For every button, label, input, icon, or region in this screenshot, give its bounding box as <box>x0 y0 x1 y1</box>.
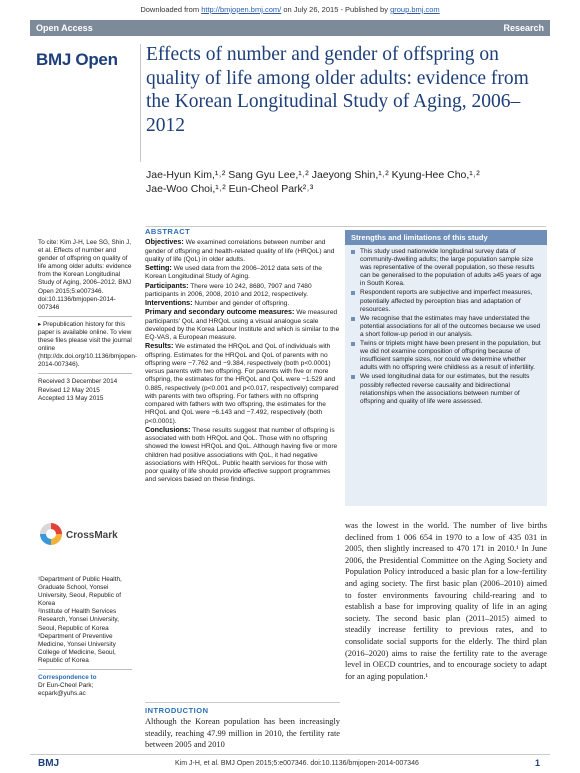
crossmark-button[interactable] <box>38 520 134 548</box>
correspondence-text: Dr Eun-Cheol Park; ecpark@yuhs.ac <box>38 682 94 698</box>
list-item: Respondent reports are subjective and imperfect measures, potentially affected by perception bias and adaptation of resources. <box>351 289 543 313</box>
received-date: Received 3 December 2014 <box>38 378 118 386</box>
footer-logo: BMJ <box>38 758 60 769</box>
title-divider <box>140 44 141 162</box>
article-type-label: Research <box>503 23 544 33</box>
body-text-right: was the lowest in the world. The number of live births declined from 1 006 654 in 1970 to a low of 435 031 in 2005, then slightly increased to 470 171 in 2010.¹ In June 2006, the Presidential Committee on the Aging Society and Population Policy introduced a basic plan for a low-fertility and aging society. The first basic plan (2006–2010) aimed to foster environments favouring child-rearing and to establish a base for improving quality of life in an aging society. The second basic plan (2011–2015) aimed to steadily increase fertility to previous rates, and to consolidate social supports for the elderly. The third plan (2016–2020) aims to raise the fertility rate to the average level in OECD countries, and to encourage society to adapt for an aging population.¹ <box>345 521 547 681</box>
page-number: 1 <box>535 758 541 768</box>
intro-rule <box>145 702 340 703</box>
list-item: This study used nationwide longitudinal survey data of community-dwelling adults; the large population sample size was representative of the overall population, so these results can be generalised to the population of adults ≥45 years of age in South Korea. <box>351 248 543 288</box>
introduction-heading: INTRODUCTION <box>145 706 209 715</box>
svg-text:CrossMark: CrossMark <box>66 530 118 541</box>
prepub-note: ▸ Prepublication history for this paper is available online. To view these files please visit the journal online (http://dx.doi.org/10.1136/bmjopen-2014-007346). <box>38 320 137 369</box>
abstract <box>145 228 340 485</box>
footer-rule <box>30 754 550 755</box>
author-line-1: Jae-Hyun Kim,¹˒² Sang Gyu Lee,¹˒² Jaeyong Shin,¹˒² Kyung-Hee Cho,¹˒² <box>146 169 480 181</box>
abstract-interventions: Interventions: Number and gender of offspring. <box>145 298 290 307</box>
abstract-results: Results: We estimated the HRQoL and QoL of individuals with offspring. Estimates for the HRQoL and QoL of parents with no offspring were −7.762 and −9.384, respectively (both p<0.0001) versus parents with two offspring. For parents with five or more offspring, the estimates for the HRQoL and QoL were −1.529 and 0.885, respectively (p<0.001 and p<0.017, respectively) compared with parents with two offspring. For fathers with no offspring compared with fathers with two offspring, the estimates for the HRQoL and QoL were −6.143 and −7.492, respectively (both p<0.0001). <box>145 341 339 425</box>
strengths-heading: Strengths and limitations of this study <box>345 230 547 245</box>
abstract-heading: ABSTRACT <box>145 227 191 236</box>
section-banner <box>30 20 550 36</box>
open-access-label: Open Access <box>36 23 93 33</box>
abstract-objectives: Objectives: We examined correlations between number and gender of offspring and health-related quality of life (HRQoL) and quality of life (QoL) in older adults. <box>145 237 335 263</box>
list-item: Twins or triplets might have been present in the population, but we did not examine composition of offspring because of insufficient sample sizes, nor could we determine whether adults with no offspring were childless as a result of infertility. <box>351 340 543 372</box>
article-title: Effects of number and gender of offspring on quality of life among older adults: evidence from the Korean Longitudinal Study of Aging, 2006–2012 <box>146 44 529 136</box>
affiliation-3: ³Department of Preventive Medicine, Yonsei University College of Medicine, Seoul, Republic of Korea <box>38 632 116 664</box>
affiliation-2: ²Institute of Health Services Research, Yonsei University, Seoul, Republic of Korea <box>38 608 119 632</box>
affiliation-1: ¹Department of Public Health, Graduate School, Yonsei University, Seoul, Republic of Korea <box>38 576 122 608</box>
header-rule <box>146 226 546 227</box>
sidebar <box>38 239 137 403</box>
abstract-conclusions: Conclusions: These results suggest that number of offspring is associated with both HRQoL and QoL. Those with no offspring showed the lowest HRQoL and QoL. Although having five or more children had positive associations with QoL, it had negative associations with HRQoL. Public health services for those with poor quality of life should provide effective support programmes and services based on these findings. <box>145 424 338 484</box>
author-line-2: Jae-Woo Choi,¹˒² Eun-Cheol Park²˒³ <box>146 183 314 195</box>
accepted-date: Accepted 13 May 2015 <box>38 394 104 402</box>
correspondence-label: Correspondence to <box>38 674 97 682</box>
list-item: We used longitudinal data for our estimates, but the results possibly reflected reverse causality and bidirectional relationships when the associations between number of offspring and quality of life were assessed. <box>351 373 543 405</box>
abstract-participants: Participants: There were 10 242, 8680, 7907 and 7480 participants in 2006, 2008, 2010 and 2012, respectively. <box>145 280 312 298</box>
download-url-link[interactable]: http://bmjopen.bmj.com/ <box>201 5 282 14</box>
list-item: We recognise that the estimates may have understated the potential associations for all of the outcomes because we used a short follow-up period in our analysis. <box>351 315 543 339</box>
sidebar-divider <box>38 373 132 374</box>
revised-date: Revised 12 May 2015 <box>38 386 100 394</box>
strengths-limitations-box <box>345 230 547 506</box>
footer-citation: Kim J-H, et al. BMJ Open 2015;5:e007346. doi:10.1136/bmjopen-2014-007346 <box>175 760 419 767</box>
strengths-list <box>345 248 547 406</box>
citation-info: To cite: Kim J-H, Lee SG, Shin J, et al. Effects of number and gender of offspring on quality of life among older adults: evidence from the Korean Longitudinal Study of Aging, 2006–2012. BMJ Open 2015;5:e007346. doi:10.1136/bmjopen-2014-007346 <box>38 239 132 311</box>
abstract-outcomes: Primary and secondary outcome measures: We measured participants' QoL and HRQoL using a visual analogue scale developed by the Korea Labour Institute and which is similar to the EQ-VAS, a European measure. <box>145 307 340 341</box>
publisher-link[interactable]: group.bmj.com <box>390 5 440 14</box>
introduction-text: Although the Korean population has been increasingly steadily, reaching 47.99 million in 2010, the fertility rate between 2005 and 2010 <box>145 717 340 750</box>
sidebar-divider <box>38 316 132 317</box>
download-notice: Downloaded from http://bmjopen.bmj.com/ on July 26, 2015 - Published by group.bmj.com <box>140 5 440 14</box>
sidebar-divider <box>38 669 132 670</box>
crossmark-icon <box>38 520 134 548</box>
affiliations <box>38 576 132 698</box>
abstract-setting: Setting: We used data from the 2006–2012 data sets of the Korean Longitudinal Study of Aging. <box>145 263 322 281</box>
author-list <box>146 168 546 196</box>
journal-logo: BMJ Open <box>36 50 118 69</box>
